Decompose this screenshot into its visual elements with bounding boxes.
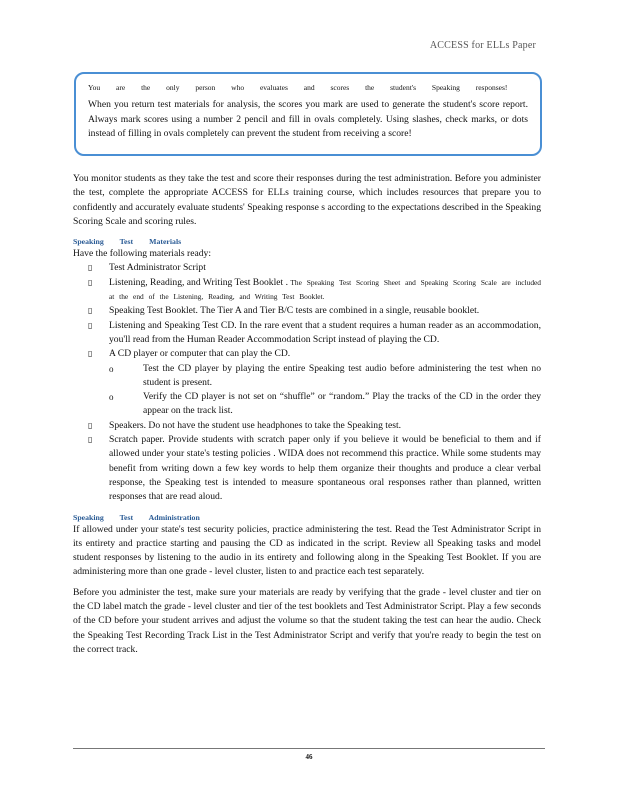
administration-paragraph-2: Before you administer the test, make sure your materials are ready by verifying that the grade - level cluster and tier on the CD label match the grade - level cluster and tier of the test booklets and Test Administrator Script. Play a few seconds of the CD before your student arrives and adjust the volume so that the student taking the test can hear the audio. Check the Speaking Test Recording Track List in the Test Administrator Script and verify that you're ready to begin the test on the correct track. — [73, 586, 541, 655]
intro-paragraph: You monitor students as they take the test and score their responses during the test administration. Before you administer the test, complete the appropriate ACCESS for ELLs training course, which includes resources that prepare you to confidently and accurately evaluate students' Speaking response s according to the expectations described in the Speaking Scoring Scale and scoring rules. — [73, 173, 541, 227]
list-item: o Test the CD player by playing the entire Speaking test audio before administering the test when no student is present. — [109, 362, 541, 388]
bullet-icon: ▯ — [88, 263, 93, 273]
running-header: ACCESS for ELLs Paper — [429, 40, 536, 51]
bullet-icon: ▯ — [88, 306, 93, 316]
cd-player-sublist — [73, 362, 541, 419]
footer-divider — [73, 748, 545, 749]
scoring-callout-box — [74, 72, 542, 156]
sub-bullet-icon: o — [109, 363, 114, 374]
list-item: ▯ Test Administrator Script — [73, 261, 541, 275]
scoring-sheet-note: The Speaking Test Scoring Sheet and Speaking Scoring Scale are included at the end of the Listening, Reading, and Writing Test Booklet. — [109, 277, 541, 302]
administration-heading: Speaking Test Administration — [73, 512, 200, 522]
callout-lead: You are the only person who evaluates and scores the student's Speaking responses! — [88, 83, 508, 92]
list-item: ▯ Listening, Reading, and Writing Test Booklet . The Speaking Test Scoring Sheet and Speaking Scoring Scale are included at the end of the Listening, Reading, and Writing Test Booklet. — [88, 276, 541, 302]
materials-list — [73, 261, 541, 361]
list-item: ▯ Speakers. Do not have the student use headphones to take the Speaking test. — [73, 419, 541, 433]
materials-list-continued — [73, 419, 541, 505]
page-number: 46 — [305, 753, 313, 761]
list-item: ▯ A CD player or computer that can play the CD. — [73, 347, 541, 361]
callout-body: When you return test materials for analysis, the scores you mark are used to generate the student's score report. Always mark scores using a number 2 pencil and fill in ovals completely. Using slashes, check marks, or dots instead of filling in ovals completely can prevent the student from receiving a score! — [88, 99, 528, 139]
materials-lead: Have the following materials ready: — [73, 248, 211, 260]
list-item: ▯ Listening and Speaking Test CD. In the rare event that a student requires a human reader as an accommodation, you'll read from the Human Reader Accommodation Script instead of playing the CD. — [88, 319, 541, 345]
administration-paragraph-1: If allowed under your state's test security policies, practice administering the test. Read the Test Administrator Script in its entirety and practice starting and pausing the CD as indicated in the script. Review all Speaking tasks and model student responses by listening to the audio in its entirety and following along in the Speaking Test Booklet. If you are administering more than one grade - level cluster, listen to and practice each test separately. — [73, 523, 541, 578]
sub-bullet-icon: o — [109, 392, 114, 403]
list-item: ▯ Speaking Test Booklet. The Tier A and Tier B/C tests are combined in a single, reusable booklet. — [73, 304, 541, 318]
bullet-icon: ▯ — [88, 349, 93, 359]
list-item: o Verify the CD player is not set on “shuffle” or “random.” Play the tracks of the CD in the order they appear on the track list. — [109, 391, 541, 417]
bullet-icon: ▯ — [88, 320, 93, 330]
materials-heading: Speaking Test Materials — [73, 237, 182, 247]
bullet-icon: ▯ — [88, 277, 93, 287]
list-item: ▯ Scratch paper. Provide students with scratch paper only if you believe it would be beneficial to them and if allowed under your state's testing policies . WIDA does not recommend this practice. While some students may benefit from writing down a few key words to help them organize their thoughts and produce a clear verbal response, the Speaking test is intended to measure spontaneous oral responses rather than planned, written responses that are read aloud. — [88, 434, 541, 503]
bullet-icon: ▯ — [88, 435, 93, 445]
bullet-icon: ▯ — [88, 420, 93, 430]
main-content — [73, 172, 541, 657]
